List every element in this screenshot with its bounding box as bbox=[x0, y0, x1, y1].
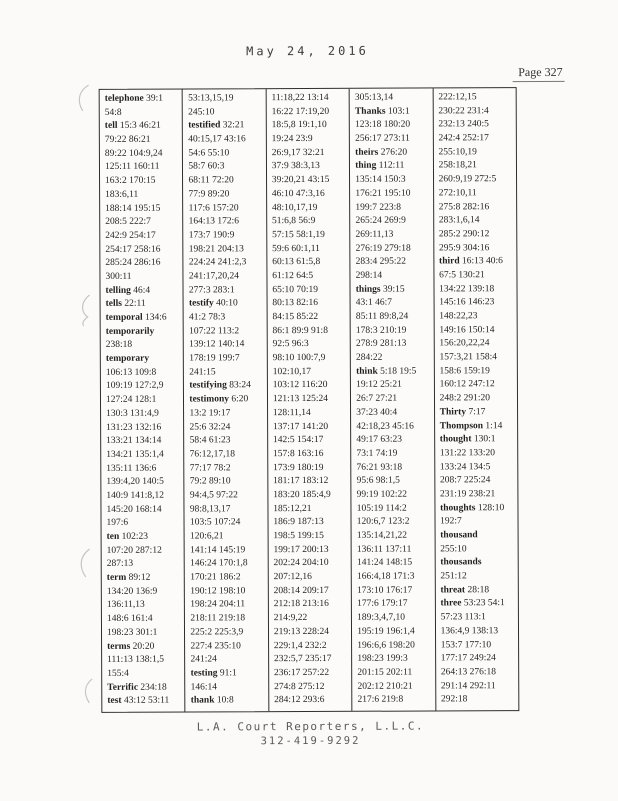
index-line: 208:7 225:24 bbox=[439, 475, 491, 486]
index-line: 219:13 228:24 bbox=[273, 626, 330, 637]
index-line: 60:13 61:5,8 bbox=[272, 257, 321, 268]
index-line: 79:22 86:21 bbox=[104, 134, 151, 145]
index-line: 68:11 72:20 bbox=[188, 175, 234, 186]
index-line: testified 32:21 bbox=[188, 120, 245, 131]
index-line: 177:17 249:24 bbox=[440, 653, 496, 664]
index-line: 258:18,21 bbox=[438, 160, 477, 171]
index-term: three bbox=[440, 598, 462, 609]
index-line: terms 20:20 bbox=[107, 641, 155, 652]
document-date: May 24, 2016 bbox=[246, 43, 369, 59]
index-line: 177:6 179:17 bbox=[357, 599, 408, 610]
index-line bbox=[106, 353, 182, 367]
index-column-2 bbox=[182, 89, 268, 711]
index-line: threat 28:18 bbox=[440, 584, 490, 596]
index-line: 106:13 109:8 bbox=[105, 367, 157, 378]
index-term: thousand bbox=[440, 530, 478, 541]
index-line: 149:16 150:14 bbox=[439, 324, 495, 336]
index-line: 232:5,7 235:17 bbox=[273, 654, 332, 665]
index-line: 190:12 198:10 bbox=[190, 586, 246, 597]
index-term: third bbox=[439, 256, 460, 267]
index-line: 134:20 136:9 bbox=[106, 586, 158, 597]
index-line: thoughts 128:10 bbox=[440, 502, 505, 514]
index-line: 43:1 46:7 bbox=[355, 297, 392, 309]
index-line: 198:5 199:15 bbox=[273, 530, 324, 542]
index-line: 135:14,21,22 bbox=[356, 530, 407, 541]
index-line: 134:21 135:1,4 bbox=[106, 449, 164, 460]
index-line: 85:11 89:8,24 bbox=[355, 311, 409, 322]
index-line: 225:2 225:3,9 bbox=[190, 627, 244, 638]
index-line: three 53:23 54:1 bbox=[440, 598, 505, 609]
index-line: 139:12 140:14 bbox=[189, 339, 245, 350]
index-line: 136:11,13 bbox=[106, 600, 145, 611]
index-line: 256:17 273:11 bbox=[355, 133, 410, 144]
index-line: 48:10,17,19 bbox=[271, 202, 318, 213]
index-term: telling bbox=[105, 285, 131, 296]
index-line: 198:23 199:3 bbox=[357, 653, 408, 664]
index-line: 105:19 114:2 bbox=[356, 503, 407, 514]
index-line: 232:13 240:5 bbox=[438, 119, 489, 130]
index-line: 148:6 161:4 bbox=[106, 613, 153, 625]
index-line: Thirty 7:17 bbox=[439, 407, 486, 418]
index-line: 285:2 290:12 bbox=[438, 229, 490, 240]
index-term: ten bbox=[106, 531, 120, 542]
index-line: 173:9 180:19 bbox=[273, 462, 324, 473]
index-line: 92:5 96:3 bbox=[272, 339, 309, 350]
index-line: 54:8 bbox=[104, 107, 122, 118]
index-line: 26:7 27:21 bbox=[356, 393, 398, 404]
index-line: 123:18 180:20 bbox=[354, 119, 411, 131]
index-line: 133:24 134:5 bbox=[439, 461, 491, 472]
index-line: 277:3 283:1 bbox=[188, 284, 235, 296]
index-line: 84:15 85:22 bbox=[272, 311, 319, 323]
scan-artifact bbox=[75, 547, 97, 579]
index-line: 238:18 bbox=[105, 340, 133, 351]
index-line: 218:11 219:18 bbox=[190, 613, 246, 624]
index-line: 103:12 116:20 bbox=[272, 380, 328, 391]
scan-artifact bbox=[73, 83, 95, 113]
index-line: 107:22 113:2 bbox=[189, 325, 240, 337]
index-line: 202:24 204:10 bbox=[273, 558, 329, 569]
index-term: Terrific bbox=[107, 682, 139, 693]
index-line: testing 91:1 bbox=[190, 668, 237, 679]
index-line: 173:10 176:17 bbox=[357, 585, 413, 596]
index-line: 103:5 107:24 bbox=[189, 517, 241, 528]
index-line: 201:15 202:11 bbox=[357, 667, 413, 678]
index-line: 139:4,20 140:5 bbox=[106, 476, 164, 488]
document-footer bbox=[1, 719, 618, 749]
index-line: 79:2 89:10 bbox=[189, 476, 231, 487]
index-line: 11:18,22 13:14 bbox=[271, 92, 329, 104]
index-line bbox=[440, 556, 516, 570]
index-line: 229:1,4 232:2 bbox=[273, 640, 327, 651]
index-line: 57:23 113:1 bbox=[440, 612, 486, 623]
index-line: 136:4,9 138:13 bbox=[440, 625, 499, 637]
index-line: 181:17 183:12 bbox=[273, 476, 329, 487]
index-term: Thompson bbox=[439, 420, 484, 431]
index-line: think 5:18 19:5 bbox=[356, 366, 417, 377]
index-term: term bbox=[106, 572, 127, 583]
index-term: testified bbox=[188, 120, 221, 131]
index-line: 284:22 bbox=[356, 352, 383, 363]
index-line: 157:3,21 158:4 bbox=[439, 352, 497, 363]
index-line: ten 102:23 bbox=[106, 531, 149, 542]
index-line: 186:9 187:13 bbox=[273, 517, 324, 528]
index-term: terms bbox=[107, 641, 131, 652]
index-line: things 39:15 bbox=[355, 284, 405, 295]
footer-company: L.A. Court Reporters, L.L.C. bbox=[196, 719, 425, 734]
index-line: 18:5,8 19:1,10 bbox=[271, 120, 327, 131]
index-line: Thompson 1:14 bbox=[439, 420, 503, 431]
index-line: 276:19 279:18 bbox=[355, 243, 411, 254]
index-term: telephone bbox=[104, 93, 144, 104]
index-term: thoughts bbox=[440, 502, 476, 514]
index-line: telling 46:4 bbox=[105, 285, 151, 296]
index-line: 51:6,8 56:9 bbox=[272, 216, 316, 227]
index-line: 284:12 293:6 bbox=[274, 695, 325, 706]
index-term: testing bbox=[190, 668, 218, 679]
index-line: 242:4 252:17 bbox=[438, 133, 489, 144]
index-line: thank 10:8 bbox=[190, 695, 234, 706]
index-line: 13:2 19:17 bbox=[189, 408, 231, 419]
index-line: 155:4 bbox=[107, 668, 129, 679]
index-line: 153:7 177:10 bbox=[440, 639, 492, 650]
index-term: thank bbox=[190, 695, 215, 706]
index-line: 298:14 bbox=[355, 270, 383, 281]
index-line: 278:9 281:13 bbox=[355, 338, 407, 350]
index-line: 80:13 82:16 bbox=[272, 298, 319, 309]
index-line: 212:18 213:16 bbox=[273, 599, 329, 610]
index-line: 145:20 168:14 bbox=[106, 504, 162, 515]
index-term: thought bbox=[439, 434, 472, 445]
index-line: 58:7 60:3 bbox=[188, 161, 225, 172]
index-line: 269:11,13 bbox=[355, 229, 394, 240]
index-line: 202:12 210:21 bbox=[357, 681, 413, 692]
index-line: 285:24 286:16 bbox=[105, 257, 161, 269]
index-line: 58:4 61:23 bbox=[189, 435, 231, 446]
index-line: thing 112:11 bbox=[355, 161, 405, 172]
index-term: theirs bbox=[355, 147, 379, 158]
index-line: 255:10 bbox=[440, 544, 467, 555]
index-line: 42:18,23 45:16 bbox=[356, 421, 414, 432]
index-line: 49:17 63:23 bbox=[356, 434, 403, 445]
index-line: 76:12,17,18 bbox=[189, 449, 236, 460]
index-line: 61:12 64:5 bbox=[272, 270, 314, 282]
index-line: 227:4 235:10 bbox=[190, 640, 241, 652]
index-line: 107:20 287:12 bbox=[106, 545, 162, 556]
index-term: tell bbox=[104, 121, 118, 132]
index-line: 241:15 bbox=[189, 367, 216, 378]
index-line: 178:3 210:19 bbox=[355, 325, 407, 336]
index-term: thing bbox=[355, 161, 377, 172]
index-line: 98:8,13,17 bbox=[189, 503, 231, 515]
index-term: temporal bbox=[105, 312, 143, 323]
index-line: 291:14 292:11 bbox=[440, 680, 496, 691]
index-line: 40:15,17 43:16 bbox=[188, 134, 246, 145]
index-line: 53:13,15,19 bbox=[188, 93, 234, 104]
index-line: 192:7 bbox=[440, 516, 462, 527]
index-column-3 bbox=[265, 89, 351, 711]
index-line: 94:4,5 97:22 bbox=[189, 490, 238, 501]
index-columns bbox=[100, 88, 519, 712]
index-line: 283:1,6,14 bbox=[438, 215, 480, 226]
index-term: testimony bbox=[189, 394, 230, 405]
index-line: 148:22,23 bbox=[439, 311, 478, 322]
index-line: tell 15:3 46:21 bbox=[104, 121, 161, 132]
index-line: theirs 276:20 bbox=[355, 147, 408, 158]
index-line: 67:5 130:21 bbox=[439, 270, 485, 281]
index-line: 127:24 128:1 bbox=[105, 394, 157, 406]
word-index-table bbox=[99, 87, 520, 713]
index-line: 19:24 23:9 bbox=[271, 134, 313, 145]
index-line: 46:10 47:3,16 bbox=[271, 188, 325, 199]
index-term: tells bbox=[105, 299, 122, 310]
index-line: 146:14 bbox=[190, 681, 218, 693]
index-line: 146:24 170:1,8 bbox=[190, 558, 248, 569]
index-line: 59:6 60:1,11 bbox=[272, 243, 320, 254]
index-line: 156:20,22,24 bbox=[439, 338, 490, 349]
index-line: 197:6 bbox=[106, 518, 129, 529]
index-line: 196:6,6 198:20 bbox=[357, 640, 415, 651]
index-line: 25:6 32:24 bbox=[189, 421, 231, 433]
index-line: Thanks 103:1 bbox=[354, 106, 410, 117]
index-line: 251:12 bbox=[440, 571, 467, 582]
index-line: 141:24 148:15 bbox=[356, 557, 413, 569]
index-term: temporarily bbox=[105, 326, 155, 337]
index-line: 183:20 185:4,9 bbox=[273, 489, 331, 501]
index-line: 287:13 bbox=[106, 559, 134, 570]
index-line: term 89:12 bbox=[106, 572, 151, 583]
index-line: 300:11 bbox=[105, 271, 132, 282]
index-column-1 bbox=[100, 90, 185, 712]
index-line: 242:9 254:17 bbox=[105, 230, 156, 241]
index-line: temporal 134:6 bbox=[105, 312, 167, 323]
index-line: 173:7 190:9 bbox=[188, 230, 235, 241]
index-line: 185:12,21 bbox=[273, 503, 312, 514]
index-line: 128:11,14 bbox=[272, 407, 311, 418]
index-line: 245:10 bbox=[188, 107, 215, 118]
index-line: 208:5 222:7 bbox=[105, 216, 151, 228]
index-line: 208:14 209:17 bbox=[273, 585, 329, 596]
index-line: testifying 83:24 bbox=[189, 380, 251, 391]
index-line: 134:22 139:18 bbox=[439, 283, 495, 295]
index-line: 265:24 269:9 bbox=[355, 215, 406, 226]
index-line: third 16:13 40:6 bbox=[439, 256, 503, 267]
scan-artifact bbox=[76, 293, 98, 327]
index-column-5 bbox=[432, 88, 518, 710]
index-line: 254:17 258:16 bbox=[105, 244, 161, 255]
index-line: 157:8 163:16 bbox=[273, 448, 324, 460]
index-line: 241:24 bbox=[190, 654, 217, 665]
index-line: 222:12,15 bbox=[438, 92, 477, 103]
index-line: 99:19 102:22 bbox=[356, 489, 408, 500]
index-line: 230:22 231:4 bbox=[438, 105, 489, 117]
index-line: 73:1 74:19 bbox=[356, 448, 398, 459]
index-line: 305:13,14 bbox=[354, 92, 394, 103]
index-line: 160:12 247:12 bbox=[439, 379, 495, 390]
index-line: 137:17 141:20 bbox=[272, 421, 329, 432]
index-line: 120:6,21 bbox=[189, 531, 224, 542]
index-line: 111:13 138:1,5 bbox=[107, 654, 164, 666]
index-term: things bbox=[355, 284, 381, 295]
index-line: 295:9 304:16 bbox=[438, 242, 490, 253]
index-line: 95:6 98:1,5 bbox=[356, 475, 400, 487]
index-line: 283:4 295:22 bbox=[355, 256, 407, 268]
index-line: 125:11 160:11 bbox=[104, 162, 160, 173]
index-line: 145:16 146:23 bbox=[439, 297, 495, 308]
index-line: 76:21 93:18 bbox=[356, 462, 403, 473]
index-term: test bbox=[107, 696, 122, 707]
index-line: 39:20,21 43:15 bbox=[271, 175, 330, 186]
index-line: 89:22 104:9,24 bbox=[104, 148, 163, 159]
index-line: telephone 39:1 bbox=[104, 93, 164, 104]
index-line: 130:3 131:4,9 bbox=[106, 408, 159, 419]
index-line: 189:3,4,7,10 bbox=[357, 612, 405, 623]
index-line: 241:17,20,24 bbox=[188, 271, 240, 282]
index-term: temporary bbox=[105, 353, 150, 364]
index-term: testify bbox=[188, 298, 214, 309]
index-line: 195:19 196:1,4 bbox=[357, 626, 415, 637]
index-line: test 43:12 53:11 bbox=[107, 695, 170, 707]
index-line: 102:10,17 bbox=[272, 366, 311, 377]
index-line: 37:9 38:3,13 bbox=[271, 161, 320, 172]
index-line: 178:19 199:7 bbox=[189, 353, 240, 364]
index-line bbox=[440, 529, 516, 543]
index-line: 199:7 223:8 bbox=[355, 202, 402, 213]
index-line: 140:9 141:8,12 bbox=[106, 490, 164, 501]
index-line: 26:9,17 32:21 bbox=[271, 147, 325, 158]
index-line: 65:10 70:19 bbox=[272, 284, 319, 295]
index-line: 214:9,22 bbox=[273, 613, 308, 624]
index-line: 135:14 150:3 bbox=[355, 174, 406, 185]
index-line: 275:8 282:16 bbox=[438, 201, 490, 212]
index-line bbox=[106, 325, 182, 339]
index-line: 255:10,19 bbox=[438, 147, 477, 158]
index-line: 198:23 301:1 bbox=[106, 627, 158, 638]
index-line: 183:6,11 bbox=[105, 189, 139, 200]
index-term: testifying bbox=[189, 380, 227, 391]
index-line: thought 130:1 bbox=[439, 434, 496, 445]
index-line: 19:12 25:21 bbox=[356, 380, 402, 391]
index-line: 37:23 40:4 bbox=[356, 407, 398, 418]
index-line: 86:1 89:9 91:8 bbox=[272, 325, 328, 336]
index-line: 236:17 257:22 bbox=[273, 667, 330, 679]
scan-artifact bbox=[79, 677, 99, 705]
index-line: 164:13 172:6 bbox=[188, 216, 240, 227]
index-line: 158:6 159:19 bbox=[439, 365, 490, 377]
index-line: 133:21 134:14 bbox=[106, 435, 162, 447]
index-line: 224:24 241:2,3 bbox=[188, 257, 247, 268]
index-line: 135:11 136:6 bbox=[106, 463, 157, 474]
index-line: 109:19 127:2,9 bbox=[105, 381, 164, 392]
index-line: 198:21 204:13 bbox=[188, 243, 244, 255]
index-line: 274:8 275:12 bbox=[274, 681, 325, 692]
index-term: Thirty bbox=[439, 407, 467, 418]
index-line: 77:17 78:2 bbox=[189, 462, 231, 474]
index-column-4 bbox=[349, 88, 435, 710]
index-line: 292:18 bbox=[440, 694, 468, 705]
index-line: 199:17 200:13 bbox=[273, 544, 329, 555]
index-line: 141:14 145:19 bbox=[190, 544, 246, 556]
index-line: 231:19 238:21 bbox=[440, 489, 496, 500]
index-line: 131:22 133:20 bbox=[439, 448, 496, 459]
index-term: think bbox=[356, 366, 378, 377]
index-line: 57:15 58:1,19 bbox=[272, 229, 325, 241]
index-line: 98:10 100:7,9 bbox=[272, 352, 326, 364]
index-line: 170:21 186:2 bbox=[190, 572, 241, 583]
index-line: 77:9 89:20 bbox=[188, 189, 230, 200]
index-term: thousands bbox=[440, 557, 482, 568]
index-line: 176:21 195:10 bbox=[355, 188, 411, 199]
index-line: 163:2 170:15 bbox=[105, 175, 156, 187]
index-line: 260:9,19 272:5 bbox=[438, 174, 497, 185]
index-line: 207:12,16 bbox=[273, 572, 312, 583]
index-line: 188:14 195:15 bbox=[105, 203, 161, 214]
index-line: 54:6 55:10 bbox=[188, 148, 230, 159]
index-line: 117:6 157:20 bbox=[188, 202, 239, 214]
index-line: 217:6 219:8 bbox=[357, 694, 404, 706]
index-line: testify 40:10 bbox=[188, 298, 238, 309]
index-line: 166:4,18 171:3 bbox=[356, 571, 415, 582]
index-line: Terrific 234:18 bbox=[107, 682, 167, 693]
index-line: 16:22 17:19,20 bbox=[271, 106, 330, 117]
index-line: 272:10,11 bbox=[438, 188, 477, 199]
index-term: Thanks bbox=[354, 106, 386, 117]
index-term: threat bbox=[440, 585, 466, 596]
index-line: 264:13 276:18 bbox=[440, 667, 496, 678]
page-number: Page 327 bbox=[512, 65, 564, 82]
index-line: 120:6,7 123:2 bbox=[356, 516, 410, 528]
index-line: 131:23 132:16 bbox=[106, 422, 162, 433]
index-line: 248:2 291:20 bbox=[439, 393, 491, 404]
index-line: 41:2 78:3 bbox=[189, 312, 226, 323]
index-line: testimony 6:20 bbox=[189, 394, 249, 405]
footer-phone: 312-419-9292 bbox=[260, 734, 361, 748]
index-line: 142:5 154:17 bbox=[272, 435, 324, 446]
index-line: 136:11 137:11 bbox=[356, 544, 412, 555]
index-line: tells 22:11 bbox=[105, 299, 146, 310]
index-line: 121:13 125:24 bbox=[272, 394, 328, 405]
index-line: 198:24 204:11 bbox=[190, 599, 246, 610]
